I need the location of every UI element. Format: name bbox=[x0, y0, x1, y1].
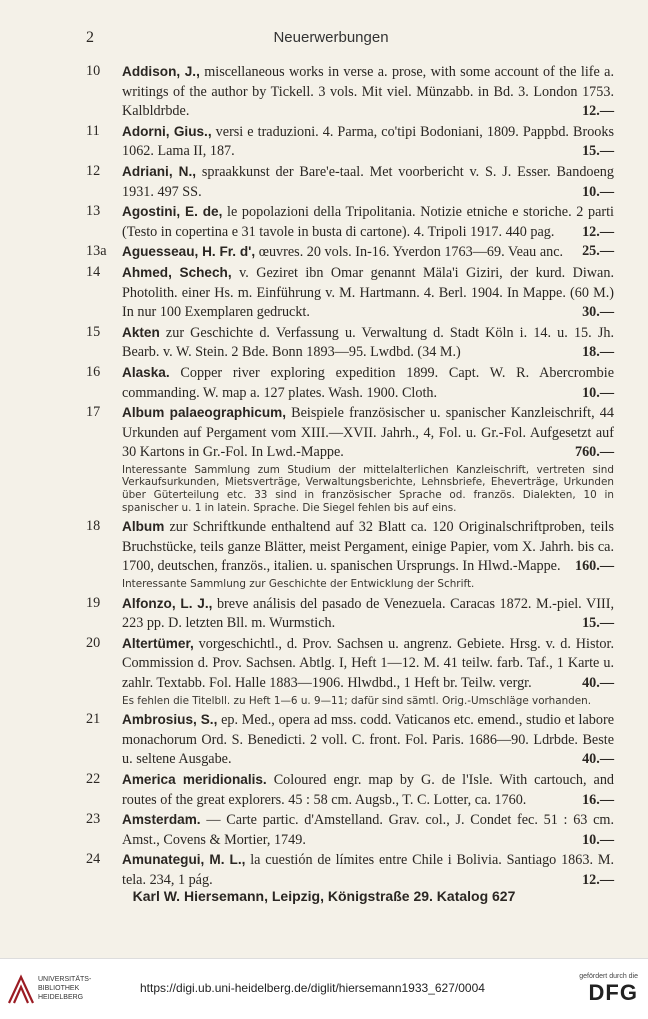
entry-text-block bbox=[122, 263, 614, 323]
catalog-entry bbox=[86, 263, 614, 323]
catalog-entry bbox=[86, 594, 614, 634]
catalog-entry bbox=[86, 202, 614, 242]
entry-description: — Carte partic. d'Amstelland. Grav. col., J. Condet fec. 51 : 63 cm. Amst., Covens & Mortier, 1749. bbox=[122, 812, 614, 848]
entry-number: 18 bbox=[86, 518, 101, 535]
entry-price: 25.— bbox=[582, 243, 614, 260]
entry-price: 15.— bbox=[582, 143, 614, 160]
entry-author: Ambrosius, S., bbox=[122, 712, 218, 728]
entry-text-block bbox=[122, 850, 614, 890]
entry-text-block bbox=[122, 710, 614, 770]
entry-price: 15.— bbox=[582, 615, 614, 632]
entry-number: 15 bbox=[86, 323, 101, 340]
catalog-entry bbox=[86, 634, 614, 707]
entry-author: Album palaeographicum, bbox=[122, 405, 287, 421]
entry-number: 14 bbox=[86, 263, 101, 280]
catalog-entry bbox=[86, 517, 614, 590]
entry-description: œuvres. 20 vols. In-16. Yverdon 1763—69. Veau anc. bbox=[258, 244, 564, 261]
dfg-logo: DFG bbox=[588, 980, 638, 1005]
entry-author: Agostini, E. de, bbox=[122, 204, 223, 220]
entry-text-block bbox=[122, 323, 614, 363]
entry-number: 10 bbox=[86, 63, 101, 79]
entry-number: 19 bbox=[86, 594, 101, 611]
funder-caption: gefördert durch die bbox=[579, 973, 638, 980]
entry-number: 17 bbox=[86, 404, 101, 421]
document-url-link[interactable]: https://digi.ub.uni-heidelberg.de/diglit/hiersemann1933_627/0004 bbox=[140, 981, 485, 995]
entry-text-block bbox=[122, 62, 614, 122]
entry-description: versi e traduzioni. 4. Parma, co'tipi Bodoniani, 1809. Pappbd. Brooks 1062. Lama II, 187. bbox=[122, 123, 615, 160]
entry-number: 22 bbox=[86, 770, 101, 787]
entry-price: 10.— bbox=[582, 384, 614, 401]
entry-number: 20 bbox=[86, 634, 101, 651]
entry-text-block bbox=[122, 594, 614, 634]
catalog-entry bbox=[86, 850, 614, 890]
entry-author: Alfonzo, L. J., bbox=[122, 595, 213, 611]
entry-number: 24 bbox=[86, 851, 101, 868]
funder-block bbox=[579, 973, 638, 1006]
entry-price: 12.— bbox=[582, 103, 614, 120]
entry-author: Aguesseau, H. Fr. d', bbox=[122, 244, 256, 260]
catalog-entries bbox=[86, 62, 614, 891]
catalog-entry bbox=[86, 122, 614, 162]
entry-description: v. Geziret ibn Omar genannt Mäla'i Giziri, der kurd. Diwan. Photolith. einer Hs. m. Einführung v. M. Hartmann. 4. Berl. 1904. In Mappe. (60 M.) In nur 100 Exemplaren gedruckt. bbox=[122, 264, 614, 321]
entry-text-block bbox=[122, 162, 614, 202]
entry-description: Beispiele französischer u. spanischer Kanzleischrift, 44 Urkunden auf Pergament vom XIII.—XVII. Jahrh., 4, Fol. u. Gr.-Fol. Aufgesetzt auf 30 Kartons in Gr.-Fol. In Lwd.-Mappe. bbox=[122, 405, 614, 461]
entry-note: Es fehlen die Titelbll. zu Heft 1—6 u. 9—11; dafür sind sämtl. Orig.-Umschläge vorhanden. bbox=[122, 694, 592, 707]
entry-author: America meridionalis. bbox=[122, 771, 267, 787]
entry-text-block bbox=[122, 122, 614, 162]
entry-number: 13 bbox=[86, 203, 101, 220]
entry-number: 13a bbox=[86, 243, 107, 260]
entry-author: Addison, J., bbox=[122, 64, 200, 79]
entry-number: 12 bbox=[86, 162, 101, 179]
entry-description: spraakkunst der Bare'e-taal. Met voorbericht v. S. J. Esser. Bandoeng 1931. 497 SS. bbox=[122, 163, 614, 200]
entry-description: la cuestión de límites entre Chile i Bolivia. Santiago 1863. M. tela. 234, 1 pág. bbox=[122, 852, 614, 888]
catalog-entry bbox=[86, 403, 614, 514]
entry-description: Coloured engr. map by G. de l'Isle. With cartouch, and routes of the great explorers. 45 : 58 cm. Augsb., T. C. Lotter, ca. 1760. bbox=[122, 771, 615, 808]
entry-author: Akten bbox=[122, 324, 160, 340]
entry-author: Album bbox=[122, 519, 165, 535]
entry-description: ep. Med., opera ad mss. codd. Vaticanos etc. emend., studio et labore monachorum Ord. S. Benedicti. 2 voll. C. front. Fol. Paris. 1686—90. Ldrbde. Beste u. seltene Ausgabe. bbox=[122, 712, 615, 768]
entry-author: Alaska. bbox=[122, 364, 170, 380]
catalog-entry bbox=[86, 62, 614, 122]
entry-description: Copper river exploring expedition 1899. Capt. W. R. Abercrombie commanding. W. map a. 127 plates. Wash. 1900. Cloth. bbox=[122, 364, 614, 401]
entry-text-block bbox=[122, 202, 614, 242]
entry-price: 160.— bbox=[574, 558, 614, 575]
catalog-footer: Karl W. Hiersemann, Leipzig, Königstraße 29. Katalog 627 bbox=[132, 888, 516, 904]
entry-price: 30.— bbox=[582, 304, 614, 321]
entry-number: 23 bbox=[86, 811, 101, 828]
catalog-entry bbox=[86, 162, 614, 202]
entry-text-block bbox=[122, 810, 614, 850]
university-library-logo-icon bbox=[6, 973, 36, 1007]
entry-description: zur Schriftkunde enthaltend auf 32 Blatt ca. 120 Originalschriftproben, teils Bruchstücke, teils ganze Blätter, meist Pergament, einige Papier, vom X. Jahrh. bis ca. 1700, deutschen, französ., italien. u. spanischen Ursprungs. In Hlwd.-Mappe. bbox=[122, 519, 615, 575]
page-number: 2 bbox=[86, 29, 94, 46]
entry-text-block bbox=[122, 634, 614, 694]
entry-price: 40.— bbox=[582, 751, 614, 768]
entry-number: 21 bbox=[86, 711, 101, 728]
entry-price: 18.— bbox=[582, 344, 614, 361]
entry-author: Ahmed, Schech, bbox=[122, 264, 232, 280]
entry-note: Interessante Sammlung zum Studium der mittelalterlichen Kanzleischrift, vertreten sind Verkaufsurkunden, Mietsverträge, Verwaltungsberichte, Lehnsbriefe, Eheverträge, Urkunden über Güterteilung etc. 33 sind in französischer Sprache od. französ. Dialekten, 10 in spanischer u. 1 in latein. Sprache. Die Siegel fehlen bis auf eins. bbox=[122, 463, 614, 514]
entry-author: Altertümer, bbox=[122, 635, 194, 651]
entry-text-block bbox=[122, 242, 614, 263]
catalog-entry bbox=[86, 242, 614, 263]
entry-text-block bbox=[122, 770, 614, 810]
entry-number: 16 bbox=[86, 363, 101, 380]
entry-price: 16.— bbox=[582, 791, 614, 808]
entry-number: 11 bbox=[86, 122, 100, 139]
entry-description: le popolazioni della Tripolitania. Notizie etniche e storiche. 2 parti (Testo in copertina e 31 tavole in busta di cartone). 4. Tripoli 1917. 440 pag. bbox=[122, 204, 614, 240]
entry-author: Adriani, N., bbox=[122, 163, 197, 179]
entry-author: Amsterdam. bbox=[122, 812, 201, 828]
entry-price: 40.— bbox=[582, 675, 614, 691]
entry-price: 10.— bbox=[582, 183, 614, 200]
university-library-name: UNIVERSITÄTS- BIBLIOTHEK HEIDELBERG bbox=[38, 976, 92, 1001]
page-header bbox=[86, 29, 576, 49]
viewer-bottom-bar bbox=[0, 958, 648, 1019]
catalog-entry bbox=[86, 323, 614, 363]
catalog-entry bbox=[86, 770, 614, 810]
entry-description: zur Geschichte d. Verfassung u. Verwaltung d. Stadt Köln i. 14. u. 15. Jh. Bearb. v. W. Stein. 2 Bde. Bonn 1893—95. Lwdbd. (34 M.) bbox=[122, 324, 614, 361]
catalog-entry bbox=[86, 810, 614, 850]
entry-text-block bbox=[122, 403, 614, 463]
entry-author: Adorni, Gius., bbox=[122, 123, 212, 139]
entry-description: breve análisis del pasado de Venezuela. Caracas 1872. M.-piel. VIII, 223 pp. D. letzten Bll. m. Wurmstich. bbox=[122, 595, 614, 632]
entry-price: 760.— bbox=[574, 444, 614, 461]
running-title: Neuerwerbungen bbox=[273, 29, 389, 46]
entry-description: miscellaneous works in verse a. prose, with some account of the life a. writings of the author by Tickell. 3 vols. Mit viel. Münzabb. in Bd. 3. London 1753. Kalbldrbde. bbox=[122, 64, 614, 120]
entry-text-block bbox=[122, 363, 614, 403]
entry-price: 12.— bbox=[582, 223, 614, 240]
entry-price: 12.— bbox=[582, 871, 614, 888]
entry-price: 10.— bbox=[582, 831, 614, 848]
entry-text-block bbox=[122, 517, 614, 577]
entry-description: vorgeschichtl., d. Prov. Sachsen u. angrenz. Gebiete. Hrsg. v. d. Histor. Commission d. Prov. Sachsen. Abtlg. I, Heft 1—12. M. 41 teilw. farb. Taf., 1 Karte u. zahlr. Textabb. Fol. Halle 1883—1906. Hlwdbd., 1 Heft br. Teilw. vergr. bbox=[122, 635, 615, 691]
entry-note: Interessante Sammlung zur Geschichte der Entwicklung der Schrift. bbox=[122, 578, 475, 591]
catalog-entry bbox=[86, 363, 614, 403]
catalog-entry bbox=[86, 710, 614, 770]
entry-author: Amunategui, M. L., bbox=[122, 852, 246, 868]
